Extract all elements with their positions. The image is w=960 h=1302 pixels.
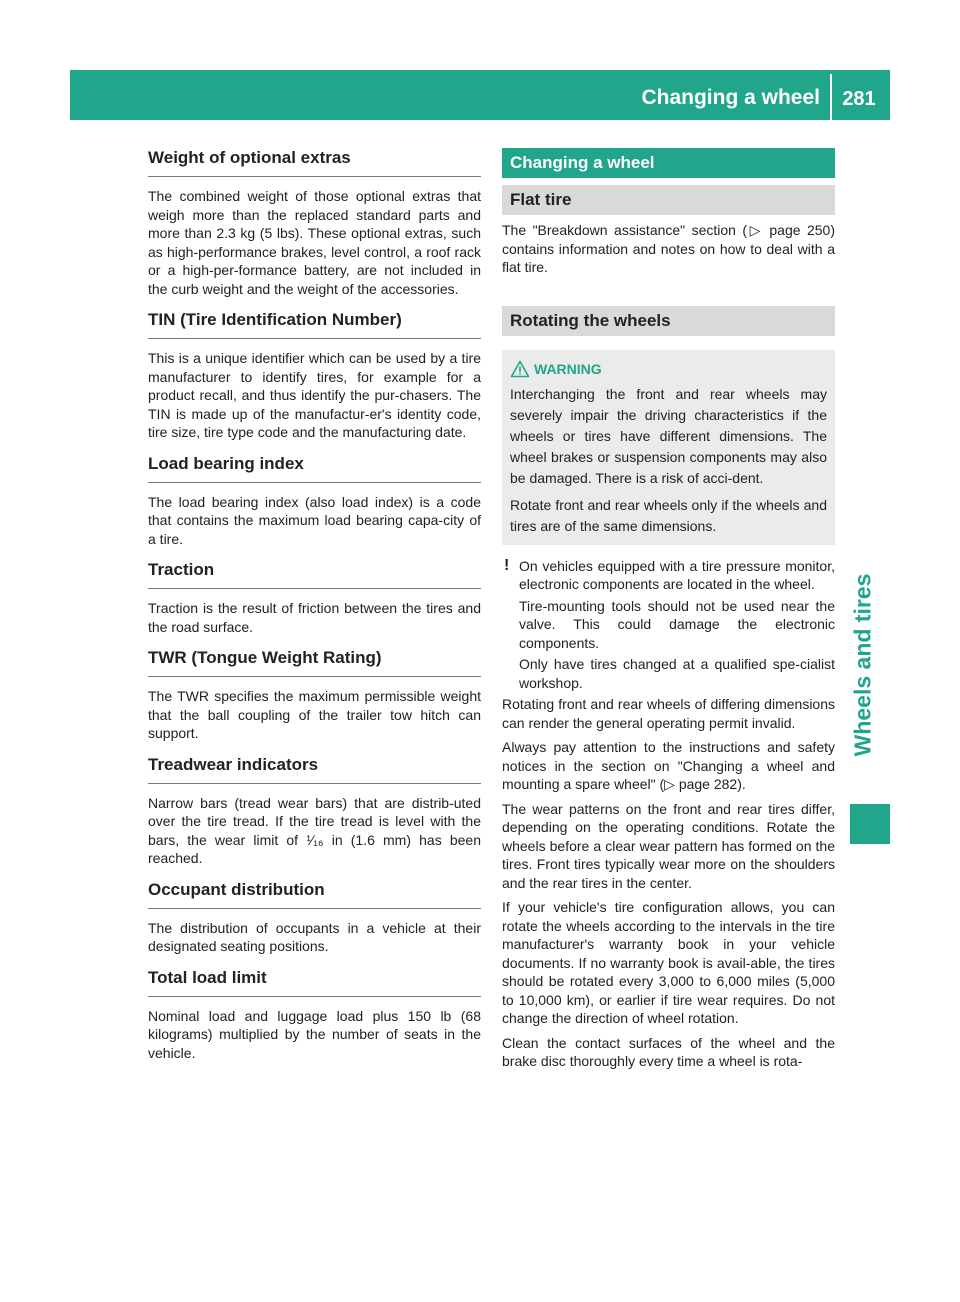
body-paragraph: Rotating front and rear wheels of differing dimensions can render the general operating permit invalid.	[502, 696, 835, 731]
chapter-title-band: Changing a wheel	[502, 148, 835, 178]
section-text: The load bearing index (also load index) is a code that contains the maximum load bearing capa-city of a tire.	[148, 493, 481, 547]
header-divider	[830, 74, 832, 120]
warning-header	[510, 360, 827, 378]
warning-text: Rotate front and rear wheels only if the wheels and tires are of the same dimensions.	[510, 496, 827, 534]
section-heading: TWR (Tongue Weight Rating)	[148, 648, 481, 677]
section-text: The combined weight of those optional extras that weigh more than the replaced standard parts and more than 2.3 kg (5 lbs). These optional extras, such as high-performance brakes, level control, a roof rack or a high-per-formance battery, are not included in the curb weight and the weight of the accessories.	[148, 188, 481, 297]
section-treadwear-indicators	[148, 755, 481, 868]
section-heading: TIN (Tire Identification Number)	[148, 310, 481, 339]
section-heading: Total load limit	[148, 968, 481, 997]
exclamation-icon: !	[504, 556, 510, 574]
note-block	[502, 557, 835, 693]
section-text: The TWR specifies the maximum permissible weight that the ball coupling of the trailer tow hitch can support.	[148, 688, 481, 741]
section-text: Nominal load and luggage load plus 150 lb (68 kilograms) multiplied by the number of seats in the vehicle.	[148, 1007, 481, 1061]
body-paragraph: The wear patterns on the front and rear tires differ, depending on the operating conditions. Rotate the wheels before a clear wear pattern has formed on the tires. Front tires typically wear more on the shoulders and the rear tires in the center.	[502, 800, 835, 891]
flat-tire-text: The "Breakdown assistance" section (▷ page 250) contains information and notes on how to deal with a flat tire.	[502, 222, 835, 275]
warning-box	[502, 350, 835, 545]
section-heading: Weight of optional extras	[148, 148, 481, 177]
note-text: Tire-mounting tools should not be used near the valve. This could damage the electronic components.	[519, 597, 835, 651]
right-column	[502, 148, 835, 1077]
section-tin	[148, 310, 481, 442]
section-total-load-limit	[148, 968, 481, 1063]
section-heading: Treadwear indicators	[148, 755, 481, 784]
body-paragraph: Always pay attention to the instructions and safety notices in the section on "Changing a wheel and mounting a spare wheel" (▷ page 282).	[502, 739, 835, 792]
body-paragraph: Clean the contact surfaces of the wheel and the brake disc thoroughly every time a wheel is rota-	[502, 1034, 835, 1069]
section-load-bearing-index	[148, 454, 481, 549]
section-occupant-distribution	[148, 880, 481, 956]
warning-text: Interchanging the front and rear wheels may severely impair the driving characteristics if the wheels or tires have different dimensions. The wheel brakes or suspension components may also be damaged. There is a risk of acci-dent.	[510, 385, 827, 486]
warning-label: WARNING	[534, 360, 602, 377]
side-chapter-label: Wheels and tires	[849, 573, 876, 757]
page-header	[70, 70, 890, 120]
flat-tire-heading: Flat tire	[502, 185, 835, 215]
section-heading: Occupant distribution	[148, 880, 481, 909]
section-heading: Load bearing index	[148, 454, 481, 483]
section-twr	[148, 648, 481, 743]
section-text: Traction is the result of friction between the tires and the road surface.	[148, 600, 481, 635]
section-heading: Traction	[148, 560, 481, 589]
section-text: Narrow bars (tread wear bars) that are distrib-uted over the tire tread. If the tire tread is level with the bars, the wear limit of ¹⁄₁₆ in (1.6 mm) has been reached.	[148, 794, 481, 866]
side-chapter-tab	[836, 540, 890, 790]
rotating-wheels-heading: Rotating the wheels	[502, 306, 835, 336]
note-text: Only have tires changed at a qualified spe-cialist workshop.	[519, 656, 835, 691]
section-traction	[148, 560, 481, 636]
side-marker	[850, 804, 890, 844]
left-column	[148, 148, 481, 1074]
section-text: The distribution of occupants in a vehicle at their designated seating positions.	[148, 919, 481, 954]
page-number: 281	[842, 88, 876, 110]
section-weight-optional-extras	[148, 148, 481, 298]
warning-triangle-icon	[510, 360, 530, 378]
body-paragraph: If your vehicle's tire configuration allows, you can rotate the wheels according to the intervals in the tire manufacturer's warranty book in your vehicle documents. If no warranty book is avail-able, the tires should be rotated every 3,000 to 6,000 miles (5,000 to 10,000 km), or earlier if tire wear requires. Do not change the direction of wheel rotation.	[502, 899, 835, 1026]
note-text: On vehicles equipped with a tire pressure monitor, electronic components are located in the wheel.	[519, 557, 835, 592]
header-title: Changing a wheel	[641, 86, 820, 109]
section-text: This is a unique identifier which can be used by a tire manufacturer to identify tires, for example for a product recall, and thus identify the pur-chasers. The TIN is made up of the manufactur-er's identity code, tire size, tire type code and the manufacturing date.	[148, 350, 481, 440]
